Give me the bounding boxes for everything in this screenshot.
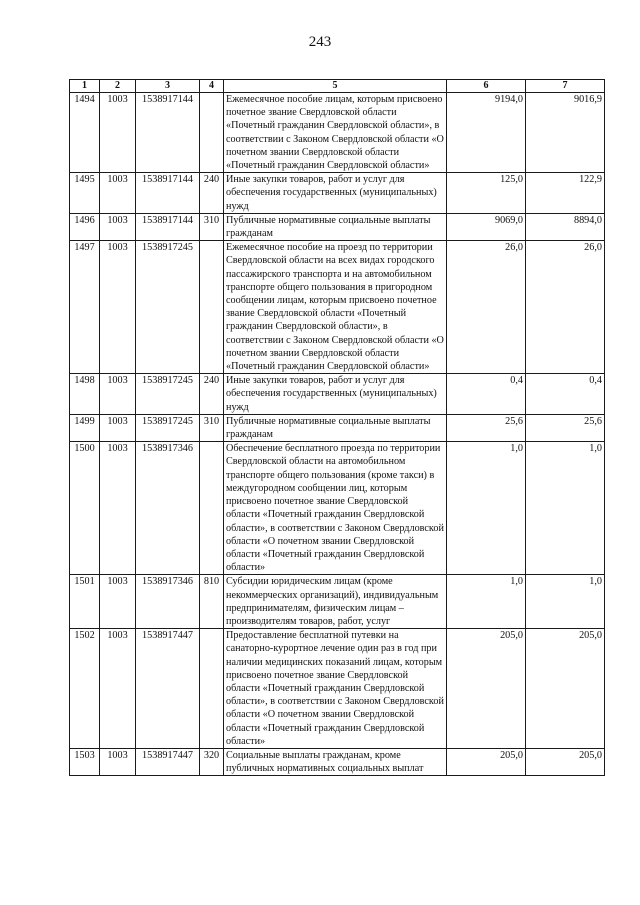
row-number-cell: 1498 [70, 374, 100, 415]
row-number-cell: 1502 [70, 629, 100, 749]
amount-year-1-cell: 9069,0 [447, 213, 526, 240]
column-header-section: 2 [100, 80, 136, 93]
column-header-row-number: 1 [70, 80, 100, 93]
table-row [70, 575, 605, 629]
expense-type-code-cell: 310 [200, 414, 224, 441]
description-cell: Субсидии юридическим лицам (кроме некоммерческих организаций), индивидуальным предпринимателям, физическим лицам – производителям товаров, работ, услуг [224, 575, 447, 629]
page-number: 243 [308, 34, 332, 50]
description-cell: Иные закупки товаров, работ и услуг для обеспечения государственных (муниципальных) нужд [224, 374, 447, 415]
expense-type-code-cell: 310 [200, 213, 224, 240]
section-code-cell: 1003 [100, 173, 136, 214]
section-code-cell: 1003 [100, 414, 136, 441]
table-body [70, 93, 605, 776]
description-cell: Ежемесячное пособие на проезд по территории Свердловской области на всех видах городского пассажирского транспорта и на автомобильном транспорте общего пользования в пригородном сообщении лицам, которым присвоено почетное звание Свердловской области «Почетный гражданин Свердловской области», в соответствии с Законом Свердловской области «О почетном звании Свердловской области «Почетный гражданин Свердловской области» [224, 241, 447, 374]
row-number-cell: 1501 [70, 575, 100, 629]
section-code-cell: 1003 [100, 442, 136, 575]
expense-type-code-cell: 320 [200, 748, 224, 775]
column-header-amount-year-2: 7 [526, 80, 605, 93]
target-item-code-cell: 1538917346 [136, 442, 200, 575]
amount-year-2-cell: 122,9 [526, 173, 605, 214]
column-header-target-item: 3 [136, 80, 200, 93]
column-header-description: 5 [224, 80, 447, 93]
table-row [70, 748, 605, 775]
row-number-cell: 1503 [70, 748, 100, 775]
target-item-code-cell: 1538917245 [136, 241, 200, 374]
table-header [70, 80, 605, 93]
amount-year-2-cell: 9016,9 [526, 93, 605, 173]
table-row [70, 414, 605, 441]
description-cell: Иные закупки товаров, работ и услуг для обеспечения государственных (муниципальных) нужд [224, 173, 447, 214]
row-number-cell: 1494 [70, 93, 100, 173]
column-header-amount-year-1: 6 [447, 80, 526, 93]
amount-year-2-cell: 25,6 [526, 414, 605, 441]
table-row [70, 241, 605, 374]
section-code-cell: 1003 [100, 374, 136, 415]
amount-year-2-cell: 0,4 [526, 374, 605, 415]
amount-year-1-cell: 9194,0 [447, 93, 526, 173]
amount-year-1-cell: 205,0 [447, 629, 526, 749]
table-row [70, 173, 605, 214]
target-item-code-cell: 1538917245 [136, 414, 200, 441]
target-item-code-cell: 1538917245 [136, 374, 200, 415]
description-cell: Обеспечение бесплатного проезда по территории Свердловской области на автомобильном транспорте общего пользования (кроме такси) в междугородном сообщении лиц, которым присвоено почетное звание Свердловской области «Почетный гражданин Свердловской области», в соответствии с Законом Свердловской области «О почетном звании Свердловской области «Почетный гражданин Свердловской области» [224, 442, 447, 575]
amount-year-1-cell: 1,0 [447, 575, 526, 629]
target-item-code-cell: 1538917144 [136, 173, 200, 214]
table-row [70, 93, 605, 173]
row-number-cell: 1495 [70, 173, 100, 214]
amount-year-1-cell: 205,0 [447, 748, 526, 775]
expense-type-code-cell: 240 [200, 173, 224, 214]
amount-year-2-cell: 205,0 [526, 629, 605, 749]
target-item-code-cell: 1538917144 [136, 213, 200, 240]
row-number-cell: 1497 [70, 241, 100, 374]
amount-year-2-cell: 205,0 [526, 748, 605, 775]
section-code-cell: 1003 [100, 575, 136, 629]
amount-year-1-cell: 125,0 [447, 173, 526, 214]
amount-year-1-cell: 25,6 [447, 414, 526, 441]
table-row [70, 442, 605, 575]
target-item-code-cell: 1538917447 [136, 748, 200, 775]
amount-year-1-cell: 26,0 [447, 241, 526, 374]
expense-type-code-cell [200, 93, 224, 173]
row-number-cell: 1499 [70, 414, 100, 441]
description-cell: Публичные нормативные социальные выплаты гражданам [224, 414, 447, 441]
expense-type-code-cell [200, 629, 224, 749]
expense-type-code-cell [200, 241, 224, 374]
target-item-code-cell: 1538917144 [136, 93, 200, 173]
expense-type-code-cell [200, 442, 224, 575]
amount-year-2-cell: 8894,0 [526, 213, 605, 240]
budget-table [69, 79, 605, 776]
expense-type-code-cell: 810 [200, 575, 224, 629]
table-row [70, 213, 605, 240]
description-cell: Социальные выплаты гражданам, кроме публичных нормативных социальных выплат [224, 748, 447, 775]
section-code-cell: 1003 [100, 213, 136, 240]
description-cell: Ежемесячное пособие лицам, которым присвоено почетное звание Свердловской области «Почетный гражданин Свердловской области», в соответствии с Законом Свердловской области «О почетном звании Свердловской области «Почетный гражданин Свердловской области» [224, 93, 447, 173]
description-cell: Предоставление бесплатной путевки на санаторно-курортное лечение один раз в год при наличии медицинских показаний лицам, которым присвоено почетное звание Свердловской области «Почетный гражданин Свердловской области», в соответствии с Законом Свердловской области «О почетном звании Свердловской области «Почетный гражданин Свердловской области» [224, 629, 447, 749]
section-code-cell: 1003 [100, 93, 136, 173]
header-row [70, 80, 605, 93]
row-number-cell: 1496 [70, 213, 100, 240]
section-code-cell: 1003 [100, 629, 136, 749]
amount-year-2-cell: 1,0 [526, 575, 605, 629]
target-item-code-cell: 1538917447 [136, 629, 200, 749]
table-row [70, 629, 605, 749]
column-header-expense-type: 4 [200, 80, 224, 93]
description-cell: Публичные нормативные социальные выплаты гражданам [224, 213, 447, 240]
amount-year-2-cell: 26,0 [526, 241, 605, 374]
amount-year-1-cell: 1,0 [447, 442, 526, 575]
amount-year-1-cell: 0,4 [447, 374, 526, 415]
table-row [70, 374, 605, 415]
section-code-cell: 1003 [100, 241, 136, 374]
expense-type-code-cell: 240 [200, 374, 224, 415]
target-item-code-cell: 1538917346 [136, 575, 200, 629]
row-number-cell: 1500 [70, 442, 100, 575]
section-code-cell: 1003 [100, 748, 136, 775]
amount-year-2-cell: 1,0 [526, 442, 605, 575]
